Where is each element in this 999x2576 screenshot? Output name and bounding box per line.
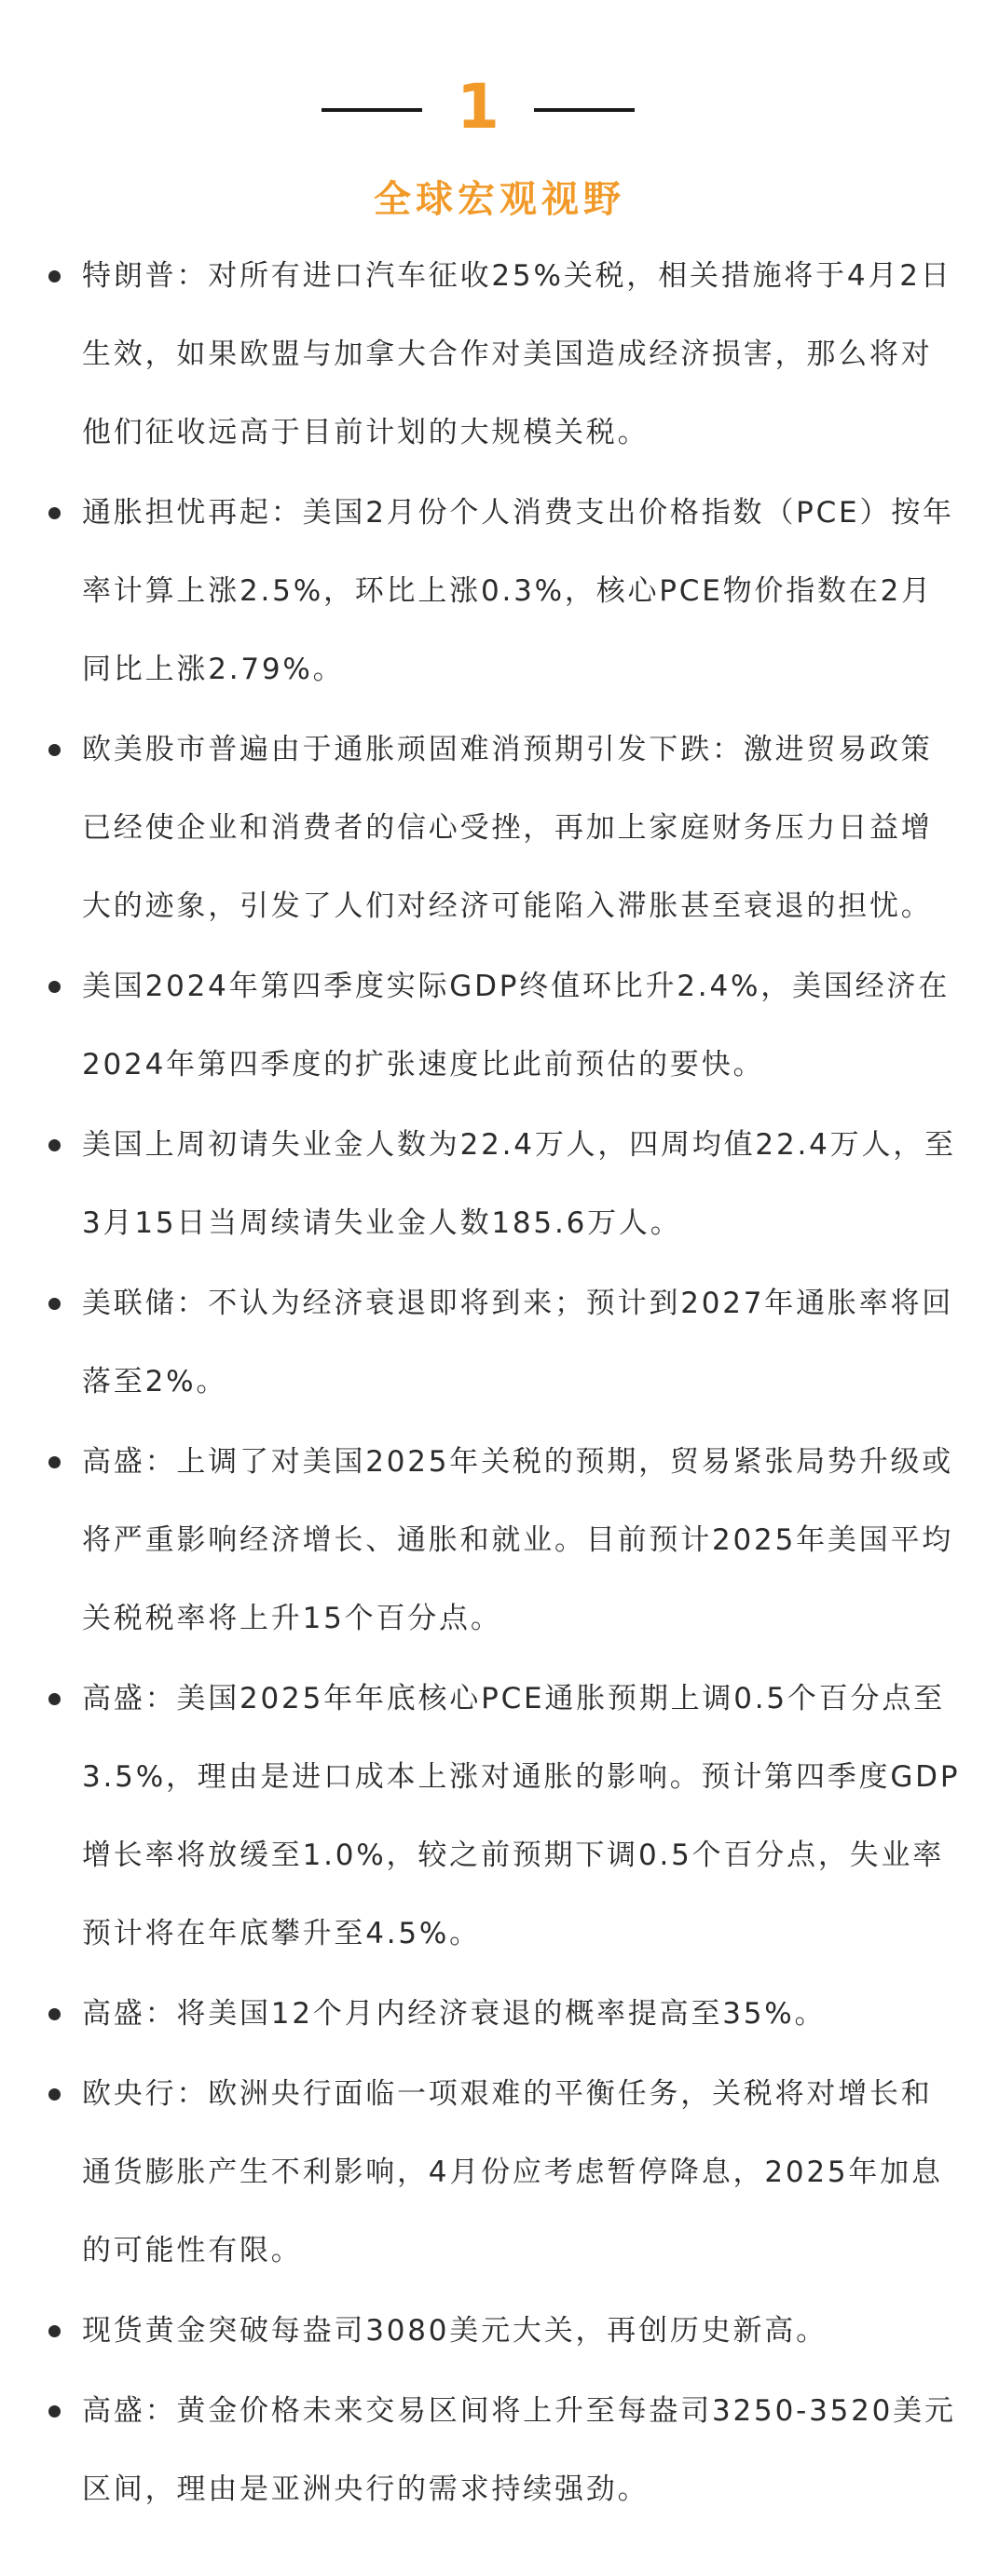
bullet-item — [0, 1423, 999, 1658]
bullet-item — [0, 474, 999, 709]
bullet-text: 通胀担忧再起：美国2月份个人消费支出价格指数（PCE）按年率计算上涨2.5%，环比上涨0.3%，核心PCE物价指数在2月同比上涨2.79%。 — [82, 496, 954, 686]
bullet-item — [0, 237, 999, 472]
bullet-dot-icon — [48, 744, 61, 756]
bullet-dot-icon — [48, 270, 61, 282]
bullet-text: 欧央行：欧洲央行面临一项艰难的平衡任务，关税将对增长和通货膨胀产生不利影响，4月份应考虑暂停降息，2025年加息的可能性有限。 — [82, 2077, 943, 2267]
bullet-item — [0, 1975, 999, 2053]
bullet-text: 高盛：上调了对美国2025年关税的预期，贸易紧张局势升级或将严重影响经济增长、通胀和就业。目前预计2025年美国平均关税税率将上升15个百分点。 — [82, 1445, 954, 1635]
bullet-item — [0, 1660, 999, 1973]
bullet-item — [0, 947, 999, 1104]
bullet-text: 现货黄金突破每盎司3080美元大关，再创历史新高。 — [82, 2314, 828, 2348]
bullet-dot-icon — [48, 1693, 61, 1705]
bullet-text: 高盛：黄金价格未来交易区间将上升至每盎司3250-3520美元区间，理由是亚洲央行的需求持续强劲。 — [82, 2394, 956, 2506]
bullet-text: 高盛：将美国12个月内经济衰退的概率提高至35%。 — [82, 1997, 827, 2031]
bullet-dot-icon — [48, 2405, 61, 2418]
header-rule-right — [534, 108, 635, 112]
bullet-dot-icon — [48, 2088, 61, 2101]
bullet-dot-icon — [48, 1298, 61, 1310]
bullet-text: 美国2024年第四季度实际GDP终值环比升2.4%，美国经济在2024年第四季度的扩张速度比此前预估的要快。 — [82, 970, 951, 1081]
section-header — [0, 65, 999, 149]
bullet-text: 高盛：美国2025年年底核心PCE通胀预期上调0.5个百分点至3.5%，理由是进口成本上涨对通胀的影响。预计第四季度GDP增长率将放缓至1.0%，较之前预期下调0.5个百分点，失业率预计将在年底攀升至4.5%。 — [82, 1682, 961, 1950]
bullet-text: 欧美股市普遍由于通胀顽固难消预期引发下跌：激进贸易政策已经使企业和消费者的信心受挫，再加上家庭财务压力日益增大的迹象，引发了人们对经济可能陷入滞胀甚至衰退的担忧。 — [82, 733, 933, 923]
bullet-dot-icon — [48, 2325, 61, 2337]
bullet-text: 特朗普：对所有进口汽车征收25%关税，相关措施将于4月2日生效，如果欧盟与加拿大合作对美国造成经济损害，那么将对他们征收远高于目前计划的大规模关税。 — [82, 259, 952, 449]
section-number: 1 — [457, 71, 500, 143]
bullet-item — [0, 2055, 999, 2290]
header-rule-left — [322, 108, 422, 112]
section-title: 全球宏观视野 — [374, 178, 625, 221]
bullet-item — [0, 2292, 999, 2370]
bullet-dot-icon — [48, 981, 61, 993]
bullet-text: 美联储：不认为经济衰退即将到来；预计到2027年通胀率将回落至2%。 — [82, 1287, 954, 1398]
bullet-item — [0, 2372, 999, 2528]
bullet-dot-icon — [48, 1456, 61, 1468]
bullet-item — [0, 1264, 999, 1421]
bullet-item — [0, 710, 999, 945]
bullet-text: 美国上周初请失业金人数为22.4万人，四周均值22.4万人，至3月15日当周续请失业金人数185.6万人。 — [82, 1128, 956, 1240]
bullet-dot-icon — [48, 507, 61, 519]
news-bullet-list — [0, 237, 999, 2530]
bullet-dot-icon — [48, 2008, 61, 2020]
bullet-item — [0, 1106, 999, 1262]
bullet-dot-icon — [48, 1139, 61, 1151]
